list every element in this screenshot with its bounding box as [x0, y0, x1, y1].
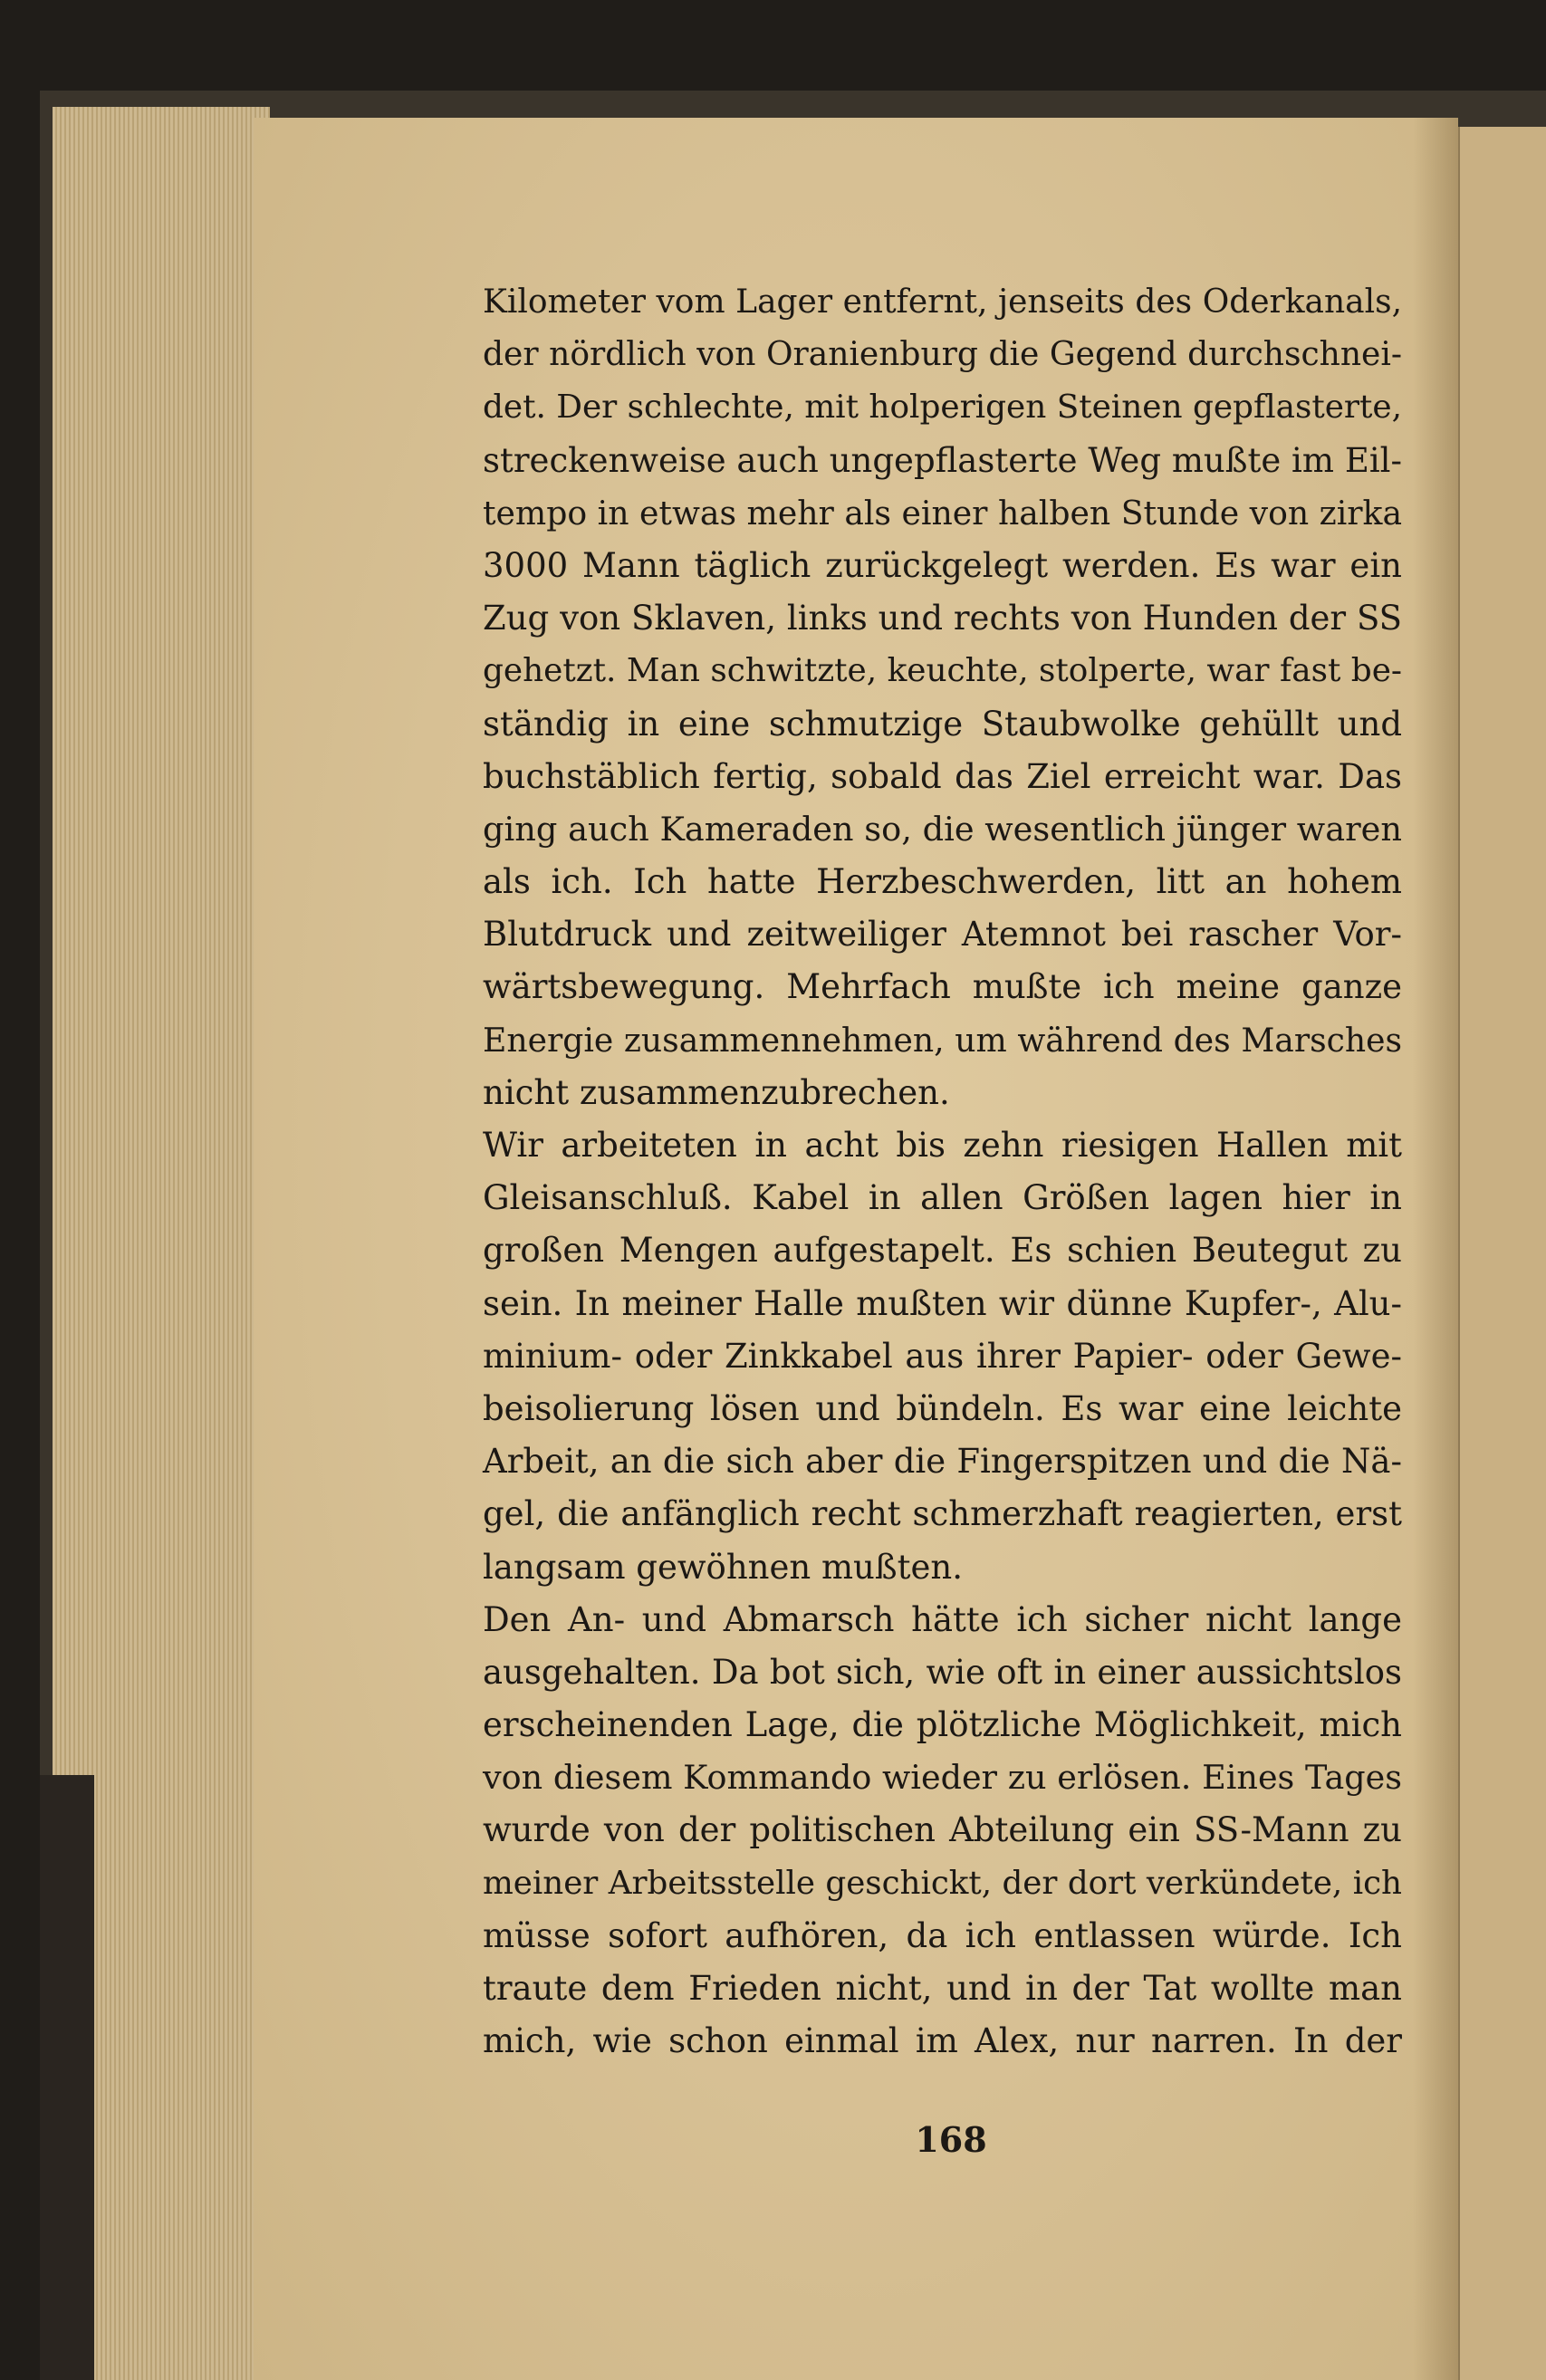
text-line: großen Mengen aufgestapelt. Es schien Beutegut zu	[483, 1231, 1402, 1271]
text-line: 3000 Mann täglich zurückgelegt werden. Es war ein	[483, 545, 1402, 585]
page-number: 168	[915, 2119, 987, 2160]
text-line: gel, die anfänglich recht schmerzhaft reagierten, erst	[483, 1494, 1402, 1534]
text-line: von diesem Kommando wieder zu erlösen. Eines Tages	[483, 1758, 1402, 1798]
text-line: ausgehalten. Da bot sich, wie oft in einer aussichtslos	[483, 1652, 1402, 1692]
text-line: traute dem Frieden nicht, und in der Tat wollte man	[483, 1969, 1402, 2008]
text-line: ständig in eine schmutzige Staubwolke gehüllt und	[483, 704, 1402, 744]
text-line: Kilometer vom Lager entfernt, jenseits des Oderkanals,	[483, 283, 1402, 321]
gutter-shadow	[1413, 118, 1458, 2380]
text-line: det. Der schlechte, mit holperigen Steinen gepflasterte,	[483, 389, 1402, 427]
text-line: langsam gewöhnen mußten.	[483, 1547, 963, 1587]
text-line: gehetzt. Man schwitzte, keuchte, stolperte, war fast be-	[483, 652, 1402, 690]
text-line: wärtsbewegung. Mehrfach mußte ich meine ganze	[483, 967, 1402, 1007]
page-edges-shadow	[40, 1775, 94, 2380]
text-line: streckenweise auch ungepflasterte Weg mußte im Eil-	[483, 440, 1402, 480]
text-line: nicht zusammenzubrechen.	[483, 1072, 950, 1112]
text-line: wurde von der politischen Abteilung ein SS-Mann zu	[483, 1810, 1402, 1850]
text-line: Energie zusammennehmen, um während des Marsches	[483, 1020, 1402, 1060]
text-line: Den An- und Abmarsch hätte ich sicher nicht lange	[483, 1599, 1402, 1639]
text-line: erscheinenden Lage, die plötzliche Möglichkeit, mich	[483, 1705, 1402, 1745]
facing-page-edge	[1458, 127, 1546, 2380]
text-line: minium- oder Zinkkabel aus ihrer Papier- oder Gewe-	[483, 1336, 1402, 1376]
text-line: als ich. Ich hatte Herzbeschwerden, litt an hohem	[483, 862, 1402, 902]
text-line: tempo in etwas mehr als einer halben Stunde von zirka	[483, 493, 1402, 533]
body-text	[483, 276, 1402, 2068]
text-line: Wir arbeiteten in acht bis zehn riesigen Hallen mit	[483, 1126, 1402, 1165]
text-line: beisolierung lösen und bündeln. Es war eine leichte	[483, 1388, 1402, 1428]
text-line: der nördlich von Oranienburg die Gegend durchschnei-	[483, 336, 1402, 374]
text-line: Zug von Sklaven, links und rechts von Hunden der SS	[483, 599, 1402, 638]
text-line: Gleisanschluß. Kabel in allen Größen lagen hier in	[483, 1178, 1402, 1218]
text-line: mich, wie schon einmal im Alex, nur narren. In der	[483, 2021, 1402, 2061]
text-line: meiner Arbeitsstelle geschickt, der dort verkündete, ich	[483, 1864, 1402, 1902]
text-line: sein. In meiner Halle mußten wir dünne Kupfer-, Alu-	[483, 1283, 1402, 1323]
text-line: Arbeit, an die sich aber die Fingerspitzen und die Nä-	[483, 1442, 1402, 1482]
text-line: müsse sofort aufhören, da ich entlassen würde. Ich	[483, 1915, 1402, 1955]
text-line: ging auch Kameraden so, die wesentlich jünger waren	[483, 809, 1402, 849]
text-line: Blutdruck und zeitweiliger Atemnot bei rascher Vor-	[483, 915, 1402, 955]
text-line: buchstäblich fertig, sobald das Ziel erreicht war. Das	[483, 756, 1402, 796]
